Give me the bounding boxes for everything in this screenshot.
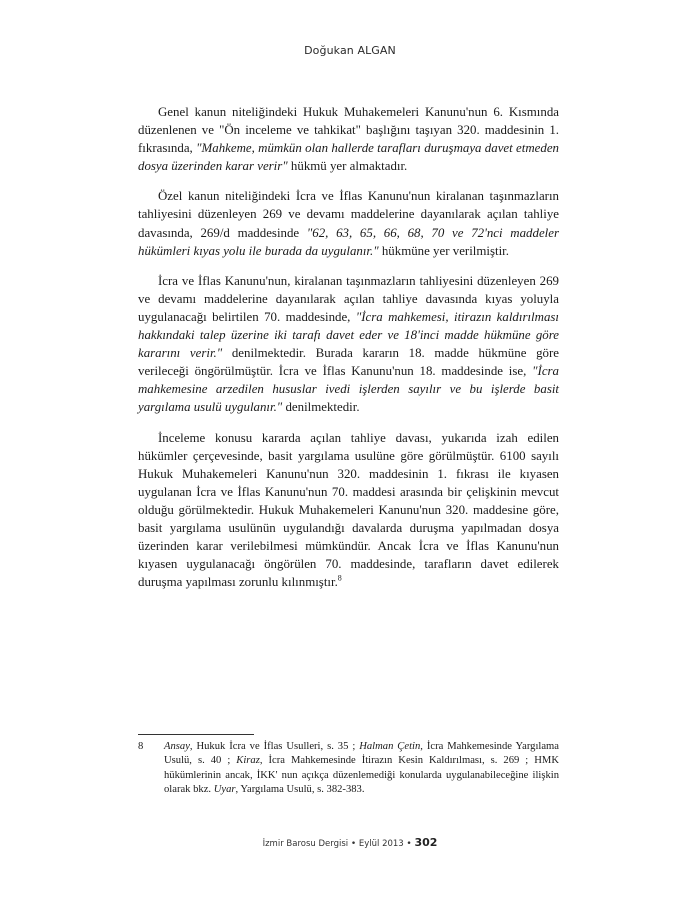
- quoted-text: "İcra mahkemesi, itirazın kaldırılması hakkındaki talep üzerine iki tarafı davet eder ve 18'inci madde hükmüne göre kararını verir.": [138, 309, 559, 361]
- paragraph: [138, 429, 559, 592]
- text-run: hükmü yer almaktadır.: [287, 159, 408, 174]
- separator-dot: •: [350, 839, 357, 849]
- quoted-text: "Mahkeme, mümkün olan hallerde tarafları duruşmaya davet etmeden dosya üzerinden karar verir": [138, 141, 559, 174]
- page-footer: [0, 836, 700, 849]
- text-run: , İcra Mahkemesinde Yargılama Usulü, s. 40 ;: [164, 741, 559, 767]
- quoted-text: "62, 63, 65, 66, 68, 70 ve 72'nci maddeler hükümleri kıyas yolu ile burada da uygulanır.": [138, 225, 559, 258]
- text-run: İcra ve İflas Kanunu'nun, kiralanan taşınmazların tahliyesini düzenleyen 269 ve devamı maddelerine dayanılarak açılan tahliye davasında kıyas yoluyla uygulanacağı belirtilen 70. maddesinde,: [138, 273, 559, 324]
- issue-date: Eylül 2013: [358, 839, 404, 849]
- paragraph: [138, 272, 559, 417]
- text-run: , Yargılama Usulü, s. 382-383.: [235, 784, 365, 796]
- text-run: Özel kanun niteliğindeki İcra ve İflas Kanunu'nun kiralanan taşınmazların tahliyesini düzenleyen 269 ve devamı maddelerine dayanılarak açılan tahliye davasında, 269/d maddesinde: [138, 189, 559, 240]
- quoted-text: "İcra mahkemesine arzedilen hususlar ivedi işlerden sayılır ve bu işlerde basit yargılama usulü uygulanır.": [138, 364, 559, 415]
- paragraph: [138, 187, 559, 259]
- text-run: , İcra Mahkemesinde İtirazın Kesin Kaldırılması, s. 269 ; HMK hükümlerinin ancak, İKK' nun açıkça düzenlemediği konularda uygulanabileceğine ilişkin olarak bkz.: [164, 755, 559, 796]
- footnote-reference[interactable]: 8: [337, 573, 342, 583]
- footnote-number: 8: [138, 741, 144, 752]
- page-header-author: Doğukan ALGAN: [304, 44, 396, 57]
- text-run: denilmektedir. Burada kararın 18. madde hükmüne göre verileceği öngörülmüştür. İcra ve İflas Kanunu'nun 18. maddesinde ise,: [138, 346, 559, 379]
- separator-dot: •: [406, 839, 412, 849]
- paragraph: [138, 103, 559, 175]
- footnote-divider: [138, 734, 254, 735]
- page-number: 302: [414, 836, 438, 849]
- main-body-text: [138, 103, 559, 603]
- text-run: , Hukuk İcra ve İflas Usulleri, s. 35 ;: [189, 741, 360, 752]
- cited-author: Kiraz: [236, 755, 260, 767]
- text-run: hükmüne yer verilmiştir.: [378, 243, 509, 258]
- footnote-text: [164, 740, 559, 798]
- text-run: İnceleme konusu kararda açılan tahliye davası, yukarıda izah edilen hükümler çerçevesinde, basit yargılama usulüne göre görülmüştür. 6100 sayılı Hukuk Muhakemeleri Kanunu'nun 320. maddesinin 1. fıkrası ile kıyasen uygulanan İcra ve İflas Kanunu'nun 70. maddesi arasında bir çelişkinin mevcut olduğu görülmektedir. Hukuk Muhakemeleri Kanunu'nun 320. maddesine göre, basit yargılama usulünün uygulandığı davalarda duruşma yapılmadan dosya üzerinden karar verilebilmesi mümkündür. Ancak İcra ve İflas Kanunu'nun kıyasen uygulanacağı öngörülen 70. maddesinde, tarafların davet edilerek duruşma yapılması zorunlu kılınmıştır.: [138, 430, 559, 590]
- text-run: Genel kanun niteliğindeki Hukuk Muhakemeleri Kanunu'nun 6. Kısmında düzenlenen ve "Ön inceleme ve tahkikat" başlığını taşıyan 320. maddesinin 1. fıkrasında,: [138, 105, 559, 156]
- footnote: [138, 740, 559, 798]
- journal-name: İzmir Barosu Dergisi: [262, 839, 349, 849]
- text-run: denilmektedir.: [282, 400, 360, 415]
- cited-author: Uyar: [213, 784, 236, 796]
- cited-author: Halman Çetin: [359, 741, 421, 752]
- cited-author: Ansay: [164, 741, 190, 752]
